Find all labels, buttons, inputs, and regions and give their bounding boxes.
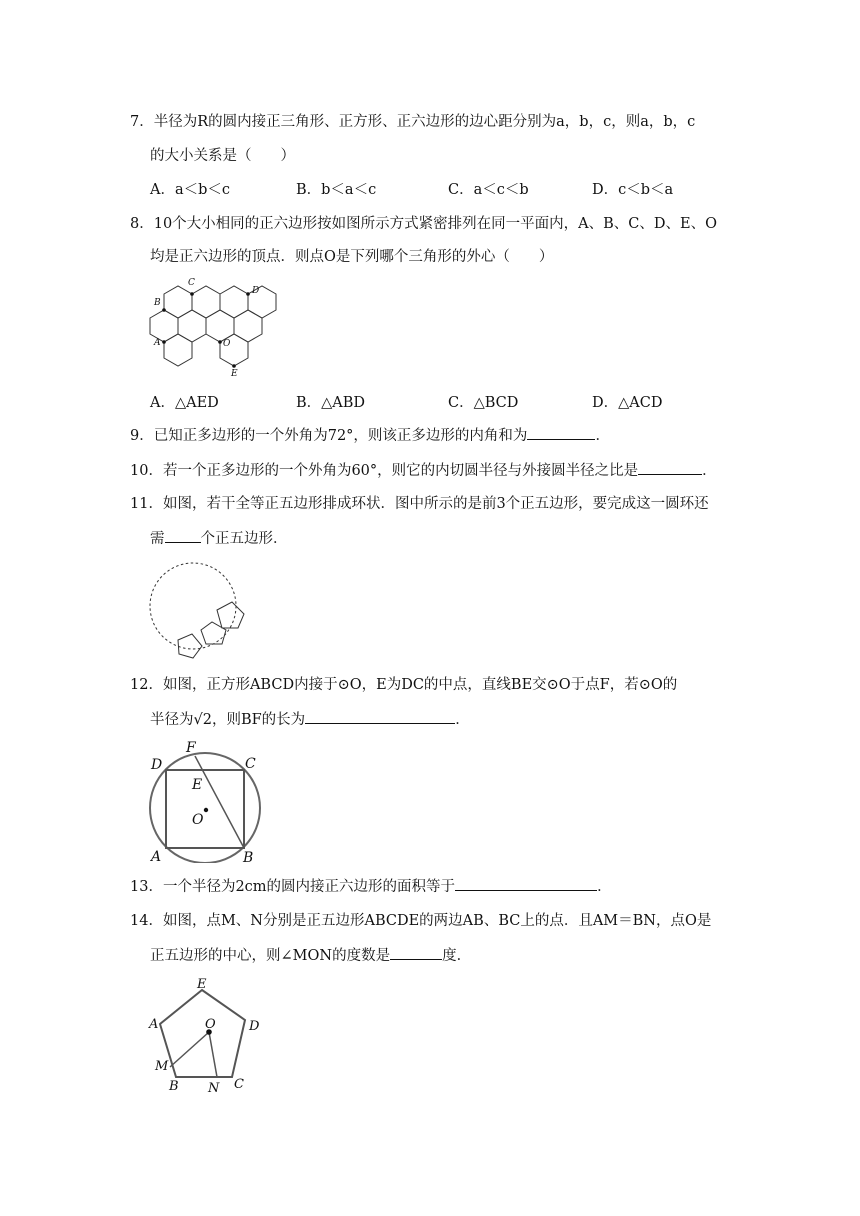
label-c: C [234,1077,244,1092]
q12-answer-blank[interactable] [305,709,455,724]
q11-pentagon-ring-figure [148,558,248,660]
q10-answer-blank[interactable] [638,460,702,475]
pentagon-center-diagram [146,976,271,1096]
label-a: A [149,1017,159,1032]
q14-pentagon-figure [146,976,271,1096]
label-b: B [243,850,254,863]
label-a: A [151,849,162,863]
label-o: O [192,812,204,828]
q8-option-d[interactable]: D．△ACD [592,395,663,411]
label-m: M [155,1059,169,1074]
q9-line1: 9．已知正多边形的一个外角为72°，则该正多边形的内角和为 ． [130,425,610,446]
label-b: B [154,298,161,308]
label-b: B [169,1079,179,1094]
label-d: D [252,286,260,296]
q12-square-circle-figure [146,738,266,863]
label-e: E [192,777,203,793]
q8-line1 [130,214,717,234]
q7-option-a[interactable]: A．a＜b＜c [150,182,231,198]
label-a: A [154,338,161,348]
q8-text: 10个大小相同的正六边形按如图所示方式紧密排列在同一平面内，A、B、C、D、E、O [153,216,718,232]
q7-option-c[interactable]: C．a＜c＜b [448,182,529,198]
q8-option-b[interactable]: B．△ABD [296,395,366,411]
label-c: C [188,278,195,288]
label-e: E [231,369,238,376]
q14-line2: 正五边形的中心，则∠MON的度数是 度． [150,945,471,966]
q12-line2: 半径为√2，则BF的长为 ． [150,709,470,730]
label-o: O [223,339,231,349]
inscribed-square-diagram [146,738,266,863]
q7-text: 半径为R的圆内接正三角形、正方形、正六边形的边心距分别为a，b，c，则a，b，c [153,114,696,130]
label-d: D [249,1019,260,1034]
label-n: N [208,1081,220,1096]
q7-option-b[interactable]: B．b＜a＜c [296,182,377,198]
q7-line2: 的大小关系是（ ） [150,148,295,164]
label-o: O [205,1017,216,1032]
q11-answer-blank[interactable] [165,528,201,543]
q7-option-d[interactable]: D．c＜b＜a [592,182,674,198]
q11-line1: 11．如图，若干全等正五边形排成环状．图中所示的是前3个正五边形，要完成这一圆环还 [130,496,709,512]
q7-line1 [130,112,695,132]
q12-line1: 12．如图，正方形ABCD内接于⊙O，E为DC的中点，直线BE交⊙O于点F，若⊙O的 [130,677,678,693]
q8-option-a[interactable]: A．△AED [150,395,219,411]
q13-line1: 13．一个半径为2cm的圆内接正六边形的面积等于 ． [130,876,612,897]
q9-answer-blank[interactable] [527,425,595,440]
q8-number: 8． [130,216,154,232]
q8-hexagon-figure [145,276,280,376]
q11-line2: 需 个正五边形． [150,528,288,549]
hexagon-grid-diagram [145,276,280,376]
q10-line1: 10．若一个正多边形的一个外角为60°，则它的内切圆半径与外接圆半径之比是 ． [130,460,717,481]
pentagon-ring-diagram [148,558,248,660]
label-e: E [197,977,207,992]
q14-answer-blank[interactable] [390,945,442,960]
q8-line2: 均是正六边形的顶点．则点O是下列哪个三角形的外心（ ） [150,249,554,265]
sqrt-2: √2 [193,712,212,728]
label-f: F [186,740,196,756]
q13-answer-blank[interactable] [455,876,597,891]
q14-line1: 14．如图，点M、N分别是正五边形ABCDE的两边AB、BC上的点．且AM＝BN，点O是 [130,913,712,929]
label-d: D [151,757,163,773]
label-c: C [245,756,256,772]
q7-number: 7． [130,114,154,130]
q8-option-c[interactable]: C．△BCD [448,395,519,411]
